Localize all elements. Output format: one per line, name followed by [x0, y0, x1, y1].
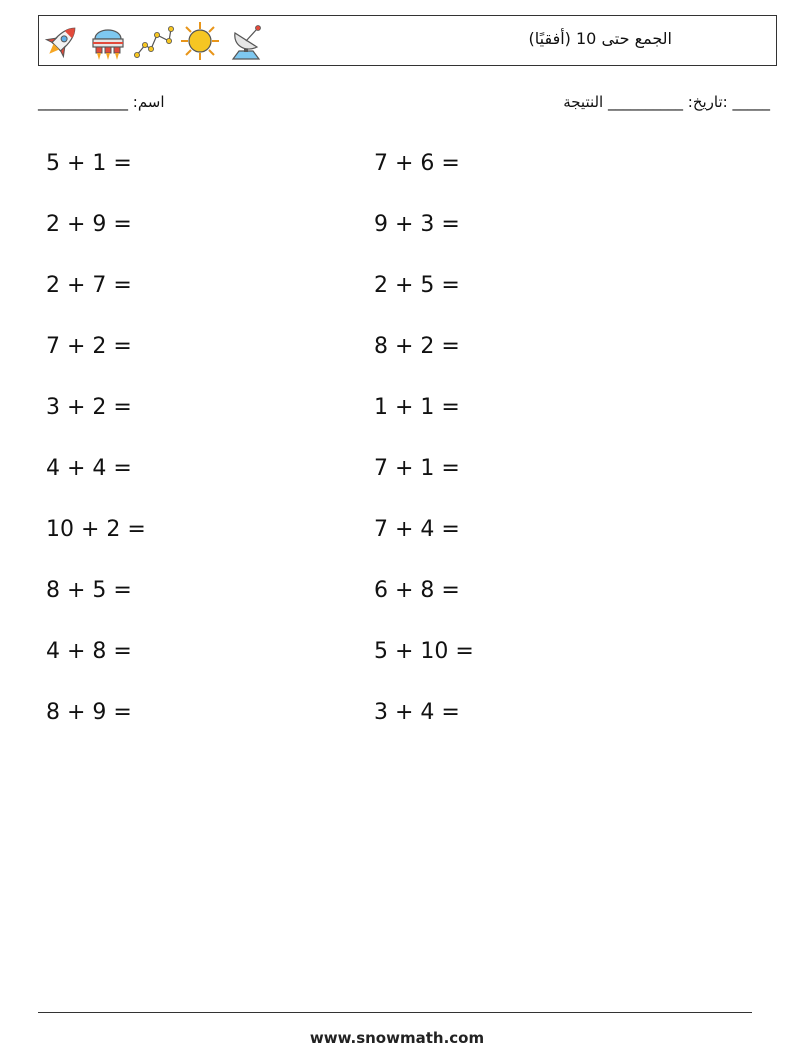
footer-divider [38, 1012, 752, 1013]
problem-right-10: 3 + 4 = [374, 700, 460, 725]
rocket-icon [41, 19, 83, 63]
problem-left-7: 10 + 2 = [46, 517, 146, 542]
footer-url[interactable]: www.snowmath.com [309, 1029, 485, 1047]
problem-right-8: 6 + 8 = [374, 578, 460, 603]
problem-left-4: 7 + 2 = [46, 334, 132, 359]
date-score-line: _____ :تاريخ: __________ النتيجة [563, 93, 770, 111]
problem-left-2: 2 + 9 = [46, 212, 132, 237]
problem-right-7: 7 + 4 = [374, 517, 460, 542]
problem-right-6: 7 + 1 = [374, 456, 460, 481]
problem-right-5: 1 + 1 = [374, 395, 460, 420]
problem-left-3: 2 + 7 = [46, 273, 132, 298]
problem-left-1: 5 + 1 = [46, 151, 132, 176]
problem-right-1: 7 + 6 = [374, 151, 460, 176]
constellation-icon [133, 19, 175, 63]
problem-right-2: 9 + 3 = [374, 212, 460, 237]
header-icons [41, 19, 267, 63]
problem-left-9: 4 + 8 = [46, 639, 132, 664]
problem-left-8: 8 + 5 = [46, 578, 132, 603]
spaceship-icon [87, 19, 129, 63]
problem-left-6: 4 + 4 = [46, 456, 132, 481]
problem-left-5: 3 + 2 = [46, 395, 132, 420]
header-box [38, 15, 777, 66]
worksheet-title: الجمع حتى 10 (أفقيًا) [528, 29, 672, 48]
name-line: اسم: ____________ [38, 93, 165, 111]
problem-right-3: 2 + 5 = [374, 273, 460, 298]
problem-right-9: 5 + 10 = [374, 639, 474, 664]
problem-left-10: 8 + 9 = [46, 700, 132, 725]
satellite-dish-icon [225, 19, 267, 63]
problem-right-4: 8 + 2 = [374, 334, 460, 359]
sun-icon [179, 19, 221, 63]
